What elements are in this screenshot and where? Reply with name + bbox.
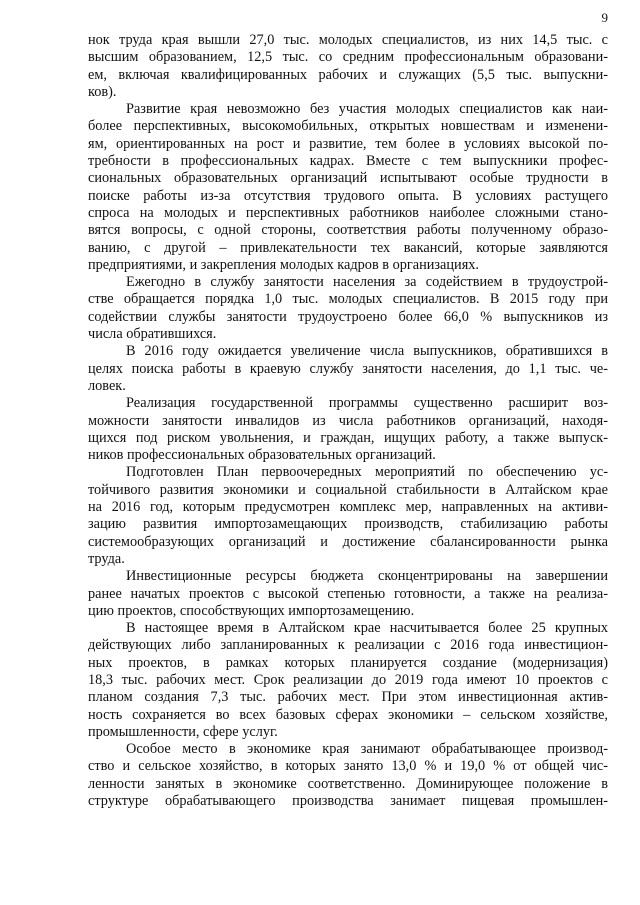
paragraph <box>88 101 608 274</box>
paragraph <box>88 620 608 741</box>
text-line: числа обратившихся. <box>88 326 217 343</box>
text-line: В 2016 году ожидается увеличение числа выпускников, обратившихся в <box>126 343 608 360</box>
document-body <box>88 32 608 810</box>
text-line: на 2016 год, которым предусмотрен комплекс мер, направленных на активи- <box>88 499 608 516</box>
text-line: целях поиска работы в краевую службу занятости населения, до 1,1 тыс. че- <box>88 360 608 377</box>
text-line: ность сохраняется во всех базовых сферах экономики – сельском хозяйстве, <box>88 706 608 723</box>
text-line: нок труда края вышли 27,0 тыс. молодых специалистов, из них 14,5 тыс. с <box>88 32 608 48</box>
text-line: стве обращается порядка 1,0 тыс. молодых специалистов. В 2015 году при <box>88 291 608 308</box>
paragraph <box>88 464 608 568</box>
text-line: зацию развития импортозамещающих производств, стабилизацию работы <box>88 516 608 533</box>
text-line: более перспективных, высокомобильных, открытых новшествам и изменени- <box>88 118 608 135</box>
text-line: Подготовлен План первоочередных мероприятий по обеспечению ус- <box>126 464 608 481</box>
text-line: Инвестиционные ресурсы бюджета сконцентрированы на завершении <box>126 568 608 585</box>
text-line: ство и сельское хозяйство, в которых занято 13,0 % и 19,0 % от общей чис- <box>88 758 608 775</box>
paragraph <box>88 32 608 101</box>
text-line: действующих либо запланированных к реализации с 2016 года инвестицион- <box>88 637 608 654</box>
text-line: высшим образованием, 12,5 тыс. со средним профессиональным образовани- <box>88 49 608 66</box>
text-line: труда. <box>88 550 125 567</box>
text-line: ям, ориентированных на рост и развитие, тем более в условиях высокой по- <box>88 135 608 152</box>
text-line: ловек. <box>88 377 126 394</box>
text-line: структуре обрабатывающего производства занимает пищевая промышлен- <box>88 793 608 810</box>
text-line: планом создания 7,3 тыс. рабочих мест. При этом инвестиционная актив- <box>88 689 608 706</box>
text-line: тойчивого развития экономики и социальной стабильности в Алтайском крае <box>88 481 608 498</box>
paragraph <box>88 395 608 464</box>
text-line: Реализация государственной программы существенно расширит воз- <box>126 395 608 412</box>
paragraph <box>88 343 608 395</box>
text-line: ленности занятых в экономике соответственно. Доминирующее положение в <box>88 775 608 792</box>
text-line: сиональных образовательных организаций испытывают особые трудности в <box>88 170 608 187</box>
text-line: требности в профессиональных кадрах. Вместе с тем выпускники профес- <box>88 153 608 170</box>
text-line: Развитие края невозможно без участия молодых специалистов как наи- <box>126 101 608 118</box>
paragraph <box>88 568 608 620</box>
text-line: спроса на молодых и перспективных работников наиболее сложными стано- <box>88 204 608 221</box>
text-line: ных проектов, в рамках которых планируется создание (модернизация) <box>88 654 608 671</box>
text-line: промышленности, сфере услуг. <box>88 723 278 740</box>
text-line: содействии службы занятости трудоустроено более 66,0 % выпускников из <box>88 308 608 325</box>
text-line: Особое место в экономике края занимают обрабатывающее производ- <box>126 741 608 758</box>
text-line: ванию, с другой – привлекательности тех вакансий, которые заявляются <box>88 239 608 256</box>
text-line: предприятиями, и закрепления молодых кадров в организациях. <box>88 256 479 273</box>
paragraph <box>88 741 608 810</box>
text-line: щихся под риском увольнения, и граждан, ищущих работу, а также выпуск- <box>88 429 608 446</box>
text-line: Ежегодно в службу занятости населения за содействием в трудоустрой- <box>126 274 608 291</box>
paragraph <box>88 274 608 343</box>
text-line: ем, включая квалифицированных рабочих и служащих (5,5 тыс. выпускни- <box>88 66 608 83</box>
text-line: ников профессиональных образовательных организаций. <box>88 447 436 464</box>
text-line: можности занятости инвалидов из числа работников организаций, находя- <box>88 412 608 429</box>
text-line: ранее начатых проектов с высокой степенью готовности, а также на реализа- <box>88 585 608 602</box>
text-line: цию проектов, способствующих импортозамещению. <box>88 602 415 619</box>
text-line: поиске работы из-за отсутствия трудового опыта. В условиях растущего <box>88 187 608 204</box>
text-line: вятся вопросы, с одной стороны, соответствия работы полученному образо- <box>88 222 608 239</box>
text-line: В настоящее время в Алтайском крае насчитывается более 25 крупных <box>126 620 608 637</box>
text-line: ков). <box>88 83 117 100</box>
text-line: системообразующих организаций и достижение сбалансированности рынка <box>88 533 608 550</box>
page-number: 9 <box>601 10 608 25</box>
text-line: 18,3 тыс. рабочих мест. Срок реализации до 2019 года имеют 10 проектов с <box>88 671 608 688</box>
